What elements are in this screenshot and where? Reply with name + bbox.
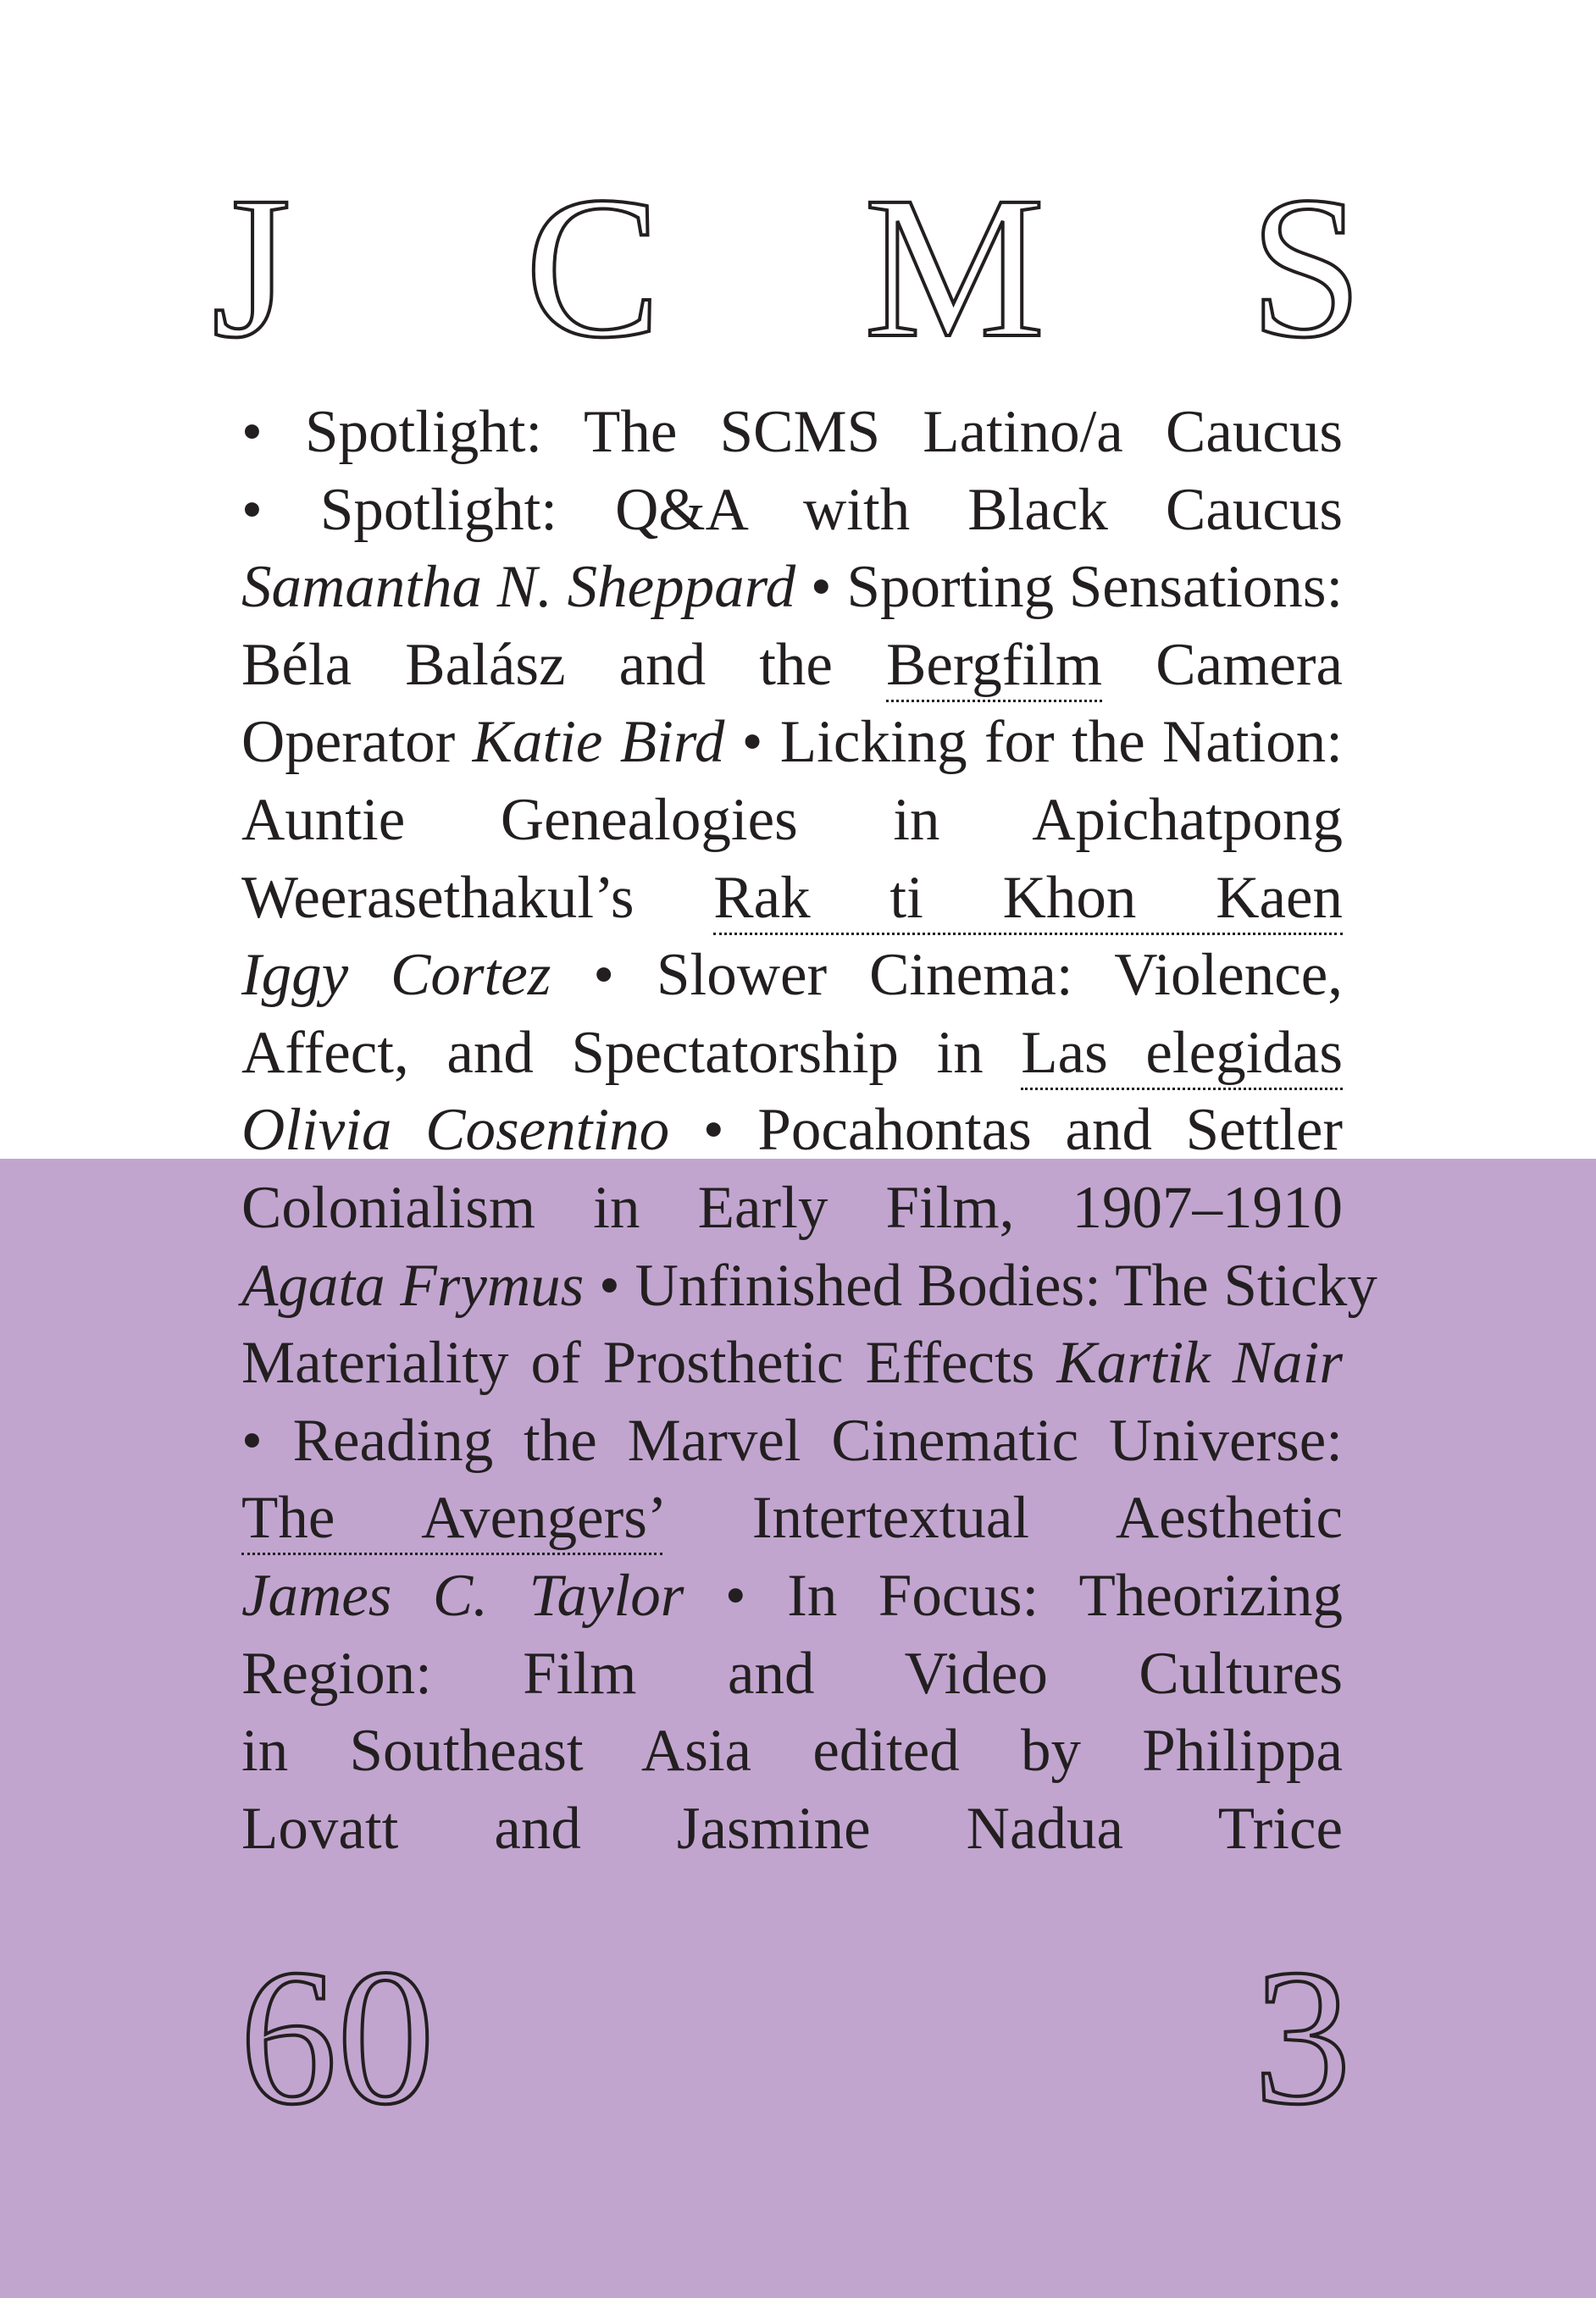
article-author: Agata Frymus xyxy=(241,1252,585,1319)
contents-text: Affect, and Spectatorship in xyxy=(241,1019,1022,1086)
contents-text: • In Focus: Theorizing xyxy=(684,1562,1343,1629)
film-title: The Avengers’ xyxy=(241,1485,662,1555)
contents-text: Weerasethakul’s xyxy=(241,864,714,931)
contents-text: in Southeast Asia edited by Philippa xyxy=(241,1718,1343,1785)
article-author: Samantha N. Sheppard xyxy=(241,554,796,621)
contents-text: Béla Balász and the xyxy=(241,631,887,698)
contents-text: • Slower Cinema: Violence, xyxy=(551,942,1343,1009)
contents-text: Lovatt and Jasmine Nadua Trice xyxy=(241,1795,1343,1862)
table-of-contents xyxy=(241,394,1377,1868)
contents-text: • Licking for the Nation: xyxy=(724,709,1343,776)
issue-number: 3 xyxy=(1254,1929,1351,2145)
contents-line xyxy=(241,1248,1377,1326)
masthead-letter-m: M xyxy=(864,154,1045,379)
contents-text: Intertextual Aesthetic xyxy=(662,1485,1343,1552)
film-title: Rak ti Khon Kaen xyxy=(713,865,1343,935)
contents-line xyxy=(241,1713,1343,1791)
contents-line xyxy=(241,860,1343,938)
contents-text: • Reading the Marvel Cinematic Universe: xyxy=(241,1407,1343,1474)
contents-text: • Spotlight: The SCMS Latino/a Caucus xyxy=(241,399,1343,465)
contents-text: Camera xyxy=(1102,631,1343,698)
film-title: Las elegidas xyxy=(1021,1020,1343,1090)
contents-line xyxy=(241,937,1343,1015)
contents-line xyxy=(241,1092,1343,1170)
contents-line xyxy=(241,1480,1343,1558)
article-author: James C. Taylor xyxy=(241,1562,684,1629)
contents-line xyxy=(241,394,1343,472)
contents-line xyxy=(241,1636,1343,1714)
contents-text: • Pocahontas and Settler xyxy=(669,1097,1344,1164)
masthead-letter-s: S xyxy=(1250,154,1363,379)
contents-text: Auntie Genealogies in Apichatpong xyxy=(241,786,1343,853)
contents-text: Operator xyxy=(241,709,473,776)
article-author: Iggy Cortez xyxy=(241,942,551,1009)
contents-line xyxy=(241,1558,1343,1636)
contents-line xyxy=(241,1325,1343,1403)
masthead-letter-c: C xyxy=(525,154,662,379)
article-author: Katie Bird xyxy=(472,709,725,776)
volume-number: 60 xyxy=(240,1929,435,2145)
contents-line xyxy=(241,1403,1343,1481)
contents-text: Region: Film and Video Cultures xyxy=(241,1640,1343,1707)
contents-line xyxy=(241,782,1343,860)
journal-masthead xyxy=(0,154,1596,379)
contents-line xyxy=(241,549,1343,627)
contents-text: Colonialism in Early Film, 1907–1910 xyxy=(241,1174,1343,1241)
contents-line xyxy=(241,1015,1343,1093)
contents-line xyxy=(241,1791,1343,1869)
contents-line xyxy=(241,1170,1343,1248)
article-author: Kartik Nair xyxy=(1056,1330,1343,1397)
contents-line xyxy=(241,472,1343,550)
contents-line xyxy=(241,704,1343,782)
article-author: Olivia Cosentino xyxy=(241,1097,670,1164)
contents-text: • Unfinished Bodies: The Sticky xyxy=(584,1252,1377,1319)
contents-line xyxy=(241,627,1343,705)
film-title: Bergfilm xyxy=(886,632,1102,702)
masthead-letter-j: J xyxy=(212,154,291,379)
contents-text: • Spotlight: Q&A with Black Caucus xyxy=(241,476,1343,543)
contents-text: Materiality of Prosthetic Effects xyxy=(241,1330,1057,1397)
contents-text: • Sporting Sensations: xyxy=(795,554,1344,621)
